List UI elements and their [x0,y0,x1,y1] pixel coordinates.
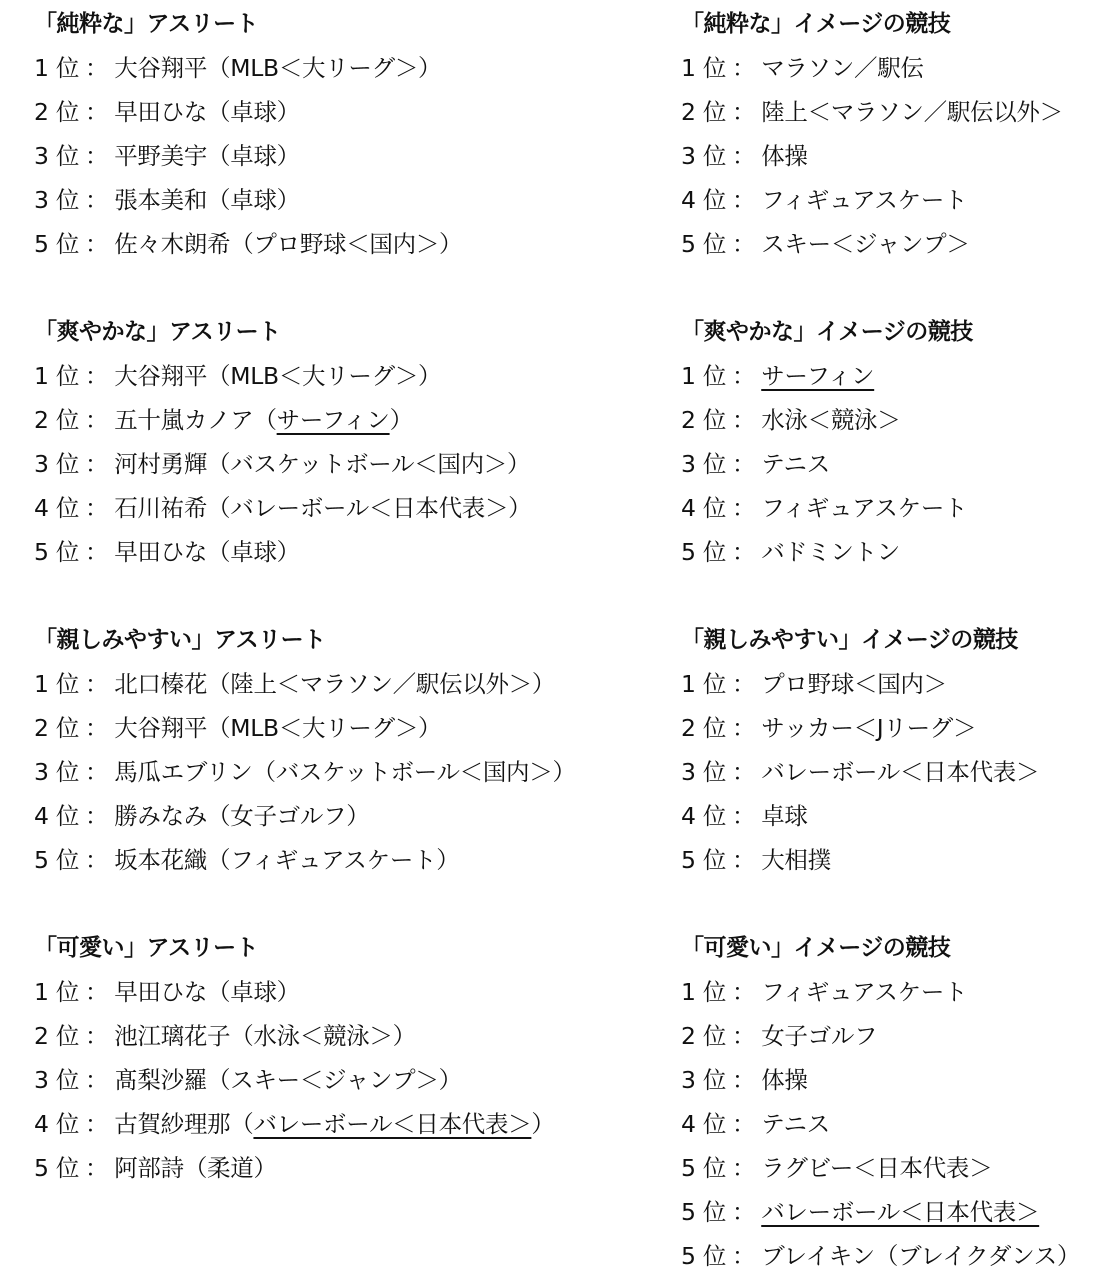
rank-separator: ： [732,142,756,170]
rank-separator: ： [85,362,109,390]
rank-number: 3 位 [34,1066,80,1094]
ranking-row [34,442,531,486]
rank-separator: ： [732,494,756,522]
rank-number: 3 位 [34,450,80,478]
athlete-name: 池江璃花子 [114,1022,231,1050]
ranking-row [681,90,1063,134]
sport-name-underlined: バレーボール＜日本代表＞ [761,1198,1040,1226]
rank-separator: ： [85,978,109,1006]
rank-number: 5 位 [681,538,727,566]
rank-separator: ： [85,1110,109,1138]
rank-separator: ： [732,758,756,786]
ranking-row [34,530,531,574]
rank-separator: ： [732,186,756,214]
rank-separator: ： [732,1022,756,1050]
sport-name: 陸上＜マラソン／駅伝以外＞ [761,98,1063,126]
athlete-sport: （卓球） [207,98,300,126]
section-title: 「爽やかな」アスリート [34,319,281,345]
sport-name: 大相撲 [761,846,831,874]
sport-name: 水泳＜競泳＞ [761,406,901,434]
ranking-row [34,838,576,882]
section-title: 「親しみやすい」アスリート [34,627,326,653]
rank-number: 1 位 [681,670,727,698]
rank-separator: ： [732,1110,756,1138]
rank-number: 1 位 [681,54,727,82]
ranking-row [681,1190,1080,1234]
section-title: 「爽やかな」イメージの競技 [681,319,973,345]
athlete-sport: （卓球） [207,978,300,1006]
ranking-row [681,178,1063,222]
sport-name: テニス [761,1110,830,1138]
athlete-name: 阿部詩 [114,1154,184,1182]
ranking-row [34,486,531,530]
ranking-row [34,46,462,90]
rank-number: 4 位 [681,494,727,522]
athlete-sport: （MLB＜大リーグ＞） [207,714,442,742]
sport-name: プロ野球＜国内＞ [761,670,947,698]
rank-number: 1 位 [34,978,80,1006]
athlete-name: 馬瓜エブリン [114,758,253,786]
rank-number: 2 位 [34,714,80,742]
ranking-list [34,354,531,574]
ranking-row [34,222,462,266]
ranking-row [34,1058,555,1102]
athlete-name: 大谷翔平 [114,54,208,82]
rank-number: 1 位 [34,54,80,82]
rank-separator: ： [732,98,756,126]
athlete-name: 北口榛花 [114,670,208,698]
athlete-name: 髙梨沙羅 [114,1066,208,1094]
section-title: 「可愛い」アスリート [34,935,259,961]
athlete-sport: （卓球） [207,538,300,566]
rank-separator: ： [85,758,109,786]
ranking-row [34,398,531,442]
sport-name: ラグビー＜日本代表＞ [761,1154,993,1182]
ranking-row [34,662,576,706]
ranking-row [34,750,576,794]
rank-number: 5 位 [681,1154,727,1182]
paren-close: ） [389,406,413,434]
athlete-sport: （柔道） [183,1154,277,1182]
rank-number: 3 位 [34,142,80,170]
rank-number: 3 位 [681,142,727,170]
rank-separator: ： [732,362,756,390]
athlete-name: 大谷翔平 [114,362,208,390]
rank-number: 2 位 [34,98,80,126]
rank-separator: ： [85,406,109,434]
rank-separator: ： [732,714,756,742]
rank-number: 5 位 [34,230,80,258]
athlete-sport: （バスケットボール＜国内＞） [207,450,531,478]
rank-separator: ： [85,846,109,874]
sport-name: マラソン／駅伝 [761,54,924,82]
rank-number: 5 位 [681,846,727,874]
rank-separator: ： [732,670,756,698]
athlete-sport: （バスケットボール＜国内＞） [252,758,576,786]
ranking-row [681,662,1039,706]
ranking-row [681,706,1039,750]
ranking-row [681,530,967,574]
rank-number: 3 位 [34,186,80,214]
rank-number: 4 位 [681,1110,727,1138]
rank-number: 1 位 [681,978,727,1006]
rank-separator: ： [732,406,756,434]
rank-separator: ： [85,1022,109,1050]
ranking-row [681,838,1039,882]
ranking-row [681,134,1063,178]
rank-separator: ： [85,230,109,258]
rank-number: 4 位 [681,802,727,830]
ranking-row [34,1102,555,1146]
ranking-row [34,90,462,134]
athlete-name: 坂本花織 [114,846,208,874]
rank-separator: ： [85,54,109,82]
ranking-row [34,1146,555,1190]
rank-number: 1 位 [34,362,80,390]
rank-separator: ： [732,1242,756,1270]
sport-name-underlined: サーフィン [761,362,875,390]
ranking-row [681,354,967,398]
paren-close: ） [531,1110,555,1138]
athlete-name: 佐々木朗希 [114,230,231,258]
section-title: 「可愛い」イメージの競技 [681,935,951,961]
athlete-sport: （フィギュアスケート） [207,846,460,874]
athlete-sport: （女子ゴルフ） [207,802,370,830]
rank-number: 2 位 [681,1022,727,1050]
ranking-row [681,398,967,442]
sport-name: ブレイキン（ブレイクダンス） [761,1242,1081,1270]
ranking-row [681,222,1063,266]
ranking-list [681,970,1080,1278]
sport-name: バドミントン [761,538,900,566]
paren-open: （ [253,406,277,434]
sport-name: テニス [761,450,830,478]
sport-name: 卓球 [761,802,808,830]
ranking-row [681,486,967,530]
rank-separator: ： [732,54,756,82]
rank-separator: ： [85,142,109,170]
athlete-name: 張本美和 [114,186,208,214]
rank-separator: ： [85,1154,109,1182]
rank-number: 3 位 [681,758,727,786]
rank-number: 3 位 [34,758,80,786]
ranking-row [34,794,576,838]
athlete-name: 大谷翔平 [114,714,208,742]
rank-separator: ： [732,538,756,566]
athlete-name: 古賀紗理那 [114,1110,231,1138]
rank-separator: ： [85,714,109,742]
ranking-row [681,442,967,486]
rank-number: 2 位 [681,98,727,126]
rank-number: 5 位 [34,846,80,874]
athlete-name: 勝みなみ [114,802,208,830]
rank-separator: ： [732,1066,756,1094]
ranking-row [34,1014,555,1058]
rank-separator: ： [85,538,109,566]
athlete-sport: （卓球） [207,142,300,170]
sport-name: フィギュアスケート [761,494,968,522]
rank-separator: ： [85,802,109,830]
ranking-row [681,970,1080,1014]
athlete-sport-underlined: サーフィン [276,406,390,434]
rank-number: 5 位 [681,230,727,258]
athlete-sport: （スキー＜ジャンプ＞） [207,1066,462,1094]
sport-name: バレーボール＜日本代表＞ [761,758,1040,786]
rank-separator: ： [732,450,756,478]
ranking-row [34,134,462,178]
ranking-row [681,794,1039,838]
rank-number: 4 位 [681,186,727,214]
rank-number: 2 位 [34,406,80,434]
section-title: 「親しみやすい」イメージの競技 [681,627,1018,653]
paren-open: （ [230,1110,254,1138]
sport-name: フィギュアスケート [761,186,968,214]
rank-number: 4 位 [34,802,80,830]
athlete-name: 五十嵐カノア [114,406,254,434]
ranking-row [34,178,462,222]
ranking-list [34,662,576,882]
athlete-name: 早田ひな [114,978,208,1006]
rank-separator: ： [732,1198,756,1226]
athlete-sport: （バレーボール＜日本代表＞） [207,494,532,522]
ranking-row [681,1058,1080,1102]
rank-separator: ： [85,1066,109,1094]
rank-number: 5 位 [681,1198,727,1226]
sport-name: フィギュアスケート [761,978,968,1006]
sport-name: 女子ゴルフ [761,1022,878,1050]
rank-number: 5 位 [681,1242,727,1270]
athlete-name: 石川祐希 [114,494,208,522]
rank-separator: ： [732,978,756,1006]
athlete-sport: （MLB＜大リーグ＞） [207,362,442,390]
rank-number: 5 位 [34,538,80,566]
ranking-list [34,46,462,266]
ranking-list [681,46,1063,266]
athlete-sport: （卓球） [207,186,300,214]
rank-separator: ： [85,494,109,522]
ranking-row [681,1146,1080,1190]
rank-separator: ： [85,186,109,214]
athlete-name: 河村勇輝 [114,450,208,478]
athlete-name: 早田ひな [114,98,208,126]
athlete-sport: （プロ野球＜国内＞） [230,230,463,258]
ranking-row [34,354,531,398]
ranking-row [681,46,1063,90]
sport-name: スキー＜ジャンプ＞ [761,230,970,258]
rank-separator: ： [732,846,756,874]
rank-number: 2 位 [34,1022,80,1050]
ranking-row [34,970,555,1014]
sport-name: 体操 [761,142,808,170]
sport-name: 体操 [761,1066,808,1094]
rank-number: 4 位 [34,494,80,522]
rank-separator: ： [85,450,109,478]
rank-number: 5 位 [34,1154,80,1182]
rank-number: 4 位 [34,1110,80,1138]
ranking-row [681,1102,1080,1146]
rank-separator: ： [85,670,109,698]
rank-separator: ： [732,1154,756,1182]
athlete-sport-underlined: バレーボール＜日本代表＞ [253,1110,532,1138]
athlete-name: 平野美宇 [114,142,208,170]
ranking-list [34,970,555,1190]
ranking-list [681,662,1039,882]
rank-number: 1 位 [34,670,80,698]
rank-number: 2 位 [681,714,727,742]
athlete-sport: （MLB＜大リーグ＞） [207,54,442,82]
section-title: 「純粋な」イメージの競技 [681,11,951,37]
rank-number: 1 位 [681,362,727,390]
athlete-sport: （陸上＜マラソン／駅伝以外＞） [207,670,556,698]
athlete-sport: （水泳＜競泳＞） [230,1022,416,1050]
rank-separator: ： [732,802,756,830]
ranking-row [34,706,576,750]
rank-number: 3 位 [681,1066,727,1094]
sport-name: サッカー＜Jリーグ＞ [761,714,977,742]
ranking-row [681,1234,1080,1278]
ranking-row [681,1014,1080,1058]
section-title: 「純粋な」アスリート [34,11,259,37]
athlete-name: 早田ひな [114,538,208,566]
rank-separator: ： [85,98,109,126]
ranking-row [681,750,1039,794]
rank-number: 3 位 [681,450,727,478]
ranking-list [681,354,967,574]
rank-number: 2 位 [681,406,727,434]
rank-separator: ： [732,230,756,258]
